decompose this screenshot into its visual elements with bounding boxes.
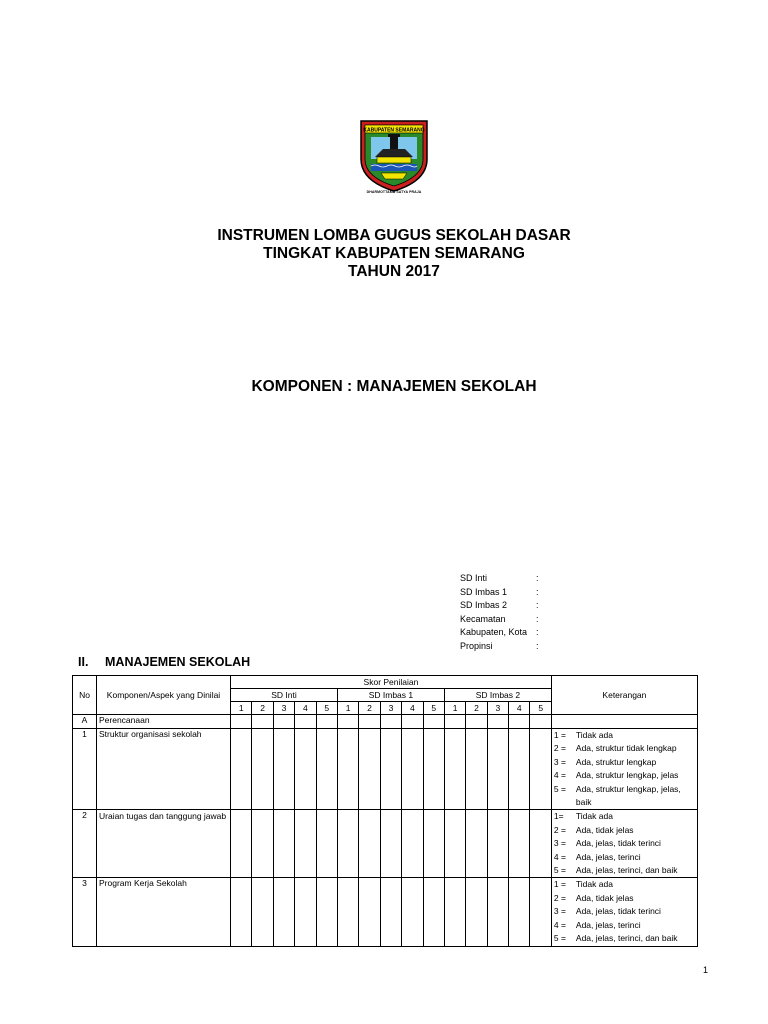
score-cell[interactable] [444, 878, 465, 946]
document-title [0, 227, 768, 281]
score-cell[interactable] [231, 729, 252, 810]
score-cell[interactable] [530, 729, 551, 810]
identity-separator: : [536, 640, 539, 651]
score-header: 3 [273, 702, 294, 715]
keterangan-line [554, 864, 695, 877]
keterangan-line [554, 851, 695, 864]
title-line-3: TAHUN 2017 [348, 263, 440, 280]
score-cell[interactable] [530, 810, 551, 878]
row-number: 3 [73, 878, 97, 946]
row-number: 1 [73, 729, 97, 810]
identity-label: SD Imbas 1 [460, 586, 508, 597]
score-header: 2 [466, 702, 487, 715]
keterangan-line [554, 729, 695, 742]
header-group: SD Imbas 1 [337, 689, 444, 702]
keterangan-text: Tidak ada [575, 811, 613, 822]
identity-separator: : [536, 613, 539, 624]
keterangan-code: 3 = [553, 756, 566, 767]
identity-separator: : [536, 600, 539, 610]
score-cell[interactable] [231, 878, 252, 946]
identity-label: SD Imbas 2 [460, 600, 508, 610]
score-cell[interactable] [337, 878, 358, 946]
header-skor: Skor Penilaian [231, 676, 552, 689]
score-cell[interactable] [295, 729, 316, 810]
score-header: 1 [337, 702, 358, 715]
keterangan-code: 1 = [553, 730, 566, 740]
keterangan-line [554, 756, 695, 769]
section-heading [78, 655, 250, 669]
score-cell[interactable] [295, 715, 316, 729]
keterangan-line [554, 742, 695, 755]
keterangan-code: 5 = [553, 865, 566, 876]
identity-row [460, 640, 539, 654]
score-cell[interactable] [380, 729, 401, 810]
score-cell[interactable] [337, 810, 358, 878]
score-cell[interactable] [444, 715, 465, 729]
header-keterangan: Keterangan [551, 676, 697, 715]
score-cell[interactable] [423, 729, 444, 810]
score-cell[interactable] [423, 878, 444, 946]
score-cell[interactable] [444, 729, 465, 810]
identity-row [460, 572, 539, 586]
kabupaten-semarang-logo [359, 119, 429, 199]
keterangan-code: 5 = [553, 933, 566, 944]
score-cell[interactable] [509, 878, 530, 946]
header-komponen: Komponen/Aspek yang Dinilai [97, 676, 231, 715]
row-number: 2 [73, 810, 97, 878]
score-cell[interactable] [359, 878, 380, 946]
keterangan-code: 1 = [553, 879, 566, 890]
keterangan-line [554, 878, 695, 891]
header-group: SD Inti [231, 689, 338, 702]
keterangan-line [554, 824, 695, 837]
score-cell[interactable] [359, 810, 380, 878]
keterangan-text: Ada, tidak jelas [575, 824, 634, 835]
keterangan-code: 1= [553, 811, 564, 822]
keterangan-text: Ada, struktur lengkap, jelas, baik [575, 783, 681, 808]
row-label: Struktur organisasi sekolah [97, 729, 231, 810]
keterangan-code: 3 = [553, 838, 566, 849]
score-cell[interactable] [337, 715, 358, 729]
keterangan-text: Tidak ada [575, 879, 613, 890]
identity-row [460, 586, 539, 600]
score-cell[interactable] [316, 810, 337, 878]
score-cell[interactable] [273, 729, 294, 810]
keterangan-text: Ada, struktur lengkap [575, 756, 657, 767]
header-no: No [73, 676, 97, 715]
keterangan-text: Tidak ada [575, 730, 613, 740]
header-group: SD Imbas 2 [444, 689, 551, 702]
score-cell[interactable] [466, 810, 487, 878]
score-cell[interactable] [231, 715, 252, 729]
table-row [73, 878, 698, 946]
table-row [73, 729, 698, 810]
section-number: II. [78, 655, 89, 669]
score-cell[interactable] [466, 729, 487, 810]
keterangan-text: Ada, jelas, tidak terinci [575, 838, 661, 849]
score-cell[interactable] [402, 810, 423, 878]
keterangan-code: 4 = [553, 770, 566, 781]
keterangan-line [554, 769, 695, 782]
logo-motto: DHARMOTTAMA SATYA PRAJA [366, 190, 422, 194]
score-header: 4 [509, 702, 530, 715]
score-cell[interactable] [509, 729, 530, 810]
keterangan-code: 4 = [553, 919, 566, 930]
score-header: 2 [359, 702, 380, 715]
score-cell[interactable] [295, 878, 316, 946]
score-cell[interactable] [316, 729, 337, 810]
assessment-table [72, 675, 698, 947]
score-cell[interactable] [380, 810, 401, 878]
keterangan-line [554, 905, 695, 918]
score-cell[interactable] [444, 810, 465, 878]
score-cell[interactable] [359, 729, 380, 810]
header-row-1 [73, 676, 698, 689]
score-cell[interactable] [316, 878, 337, 946]
score-cell[interactable] [530, 715, 551, 729]
score-header: 5 [530, 702, 551, 715]
score-cell[interactable] [402, 715, 423, 729]
score-cell[interactable] [487, 729, 508, 810]
score-cell[interactable] [273, 715, 294, 729]
identity-row [460, 613, 539, 627]
score-cell[interactable] [423, 810, 444, 878]
keterangan-cell [551, 810, 697, 878]
title-line-1: INSTRUMEN LOMBA GUGUS SEKOLAH DASAR [217, 227, 571, 244]
identity-label: Kabupaten, Kota [460, 627, 528, 637]
identity-separator: : [536, 586, 539, 597]
section-row-label: Perencanaan [97, 715, 231, 729]
keterangan-code: 2 = [553, 824, 566, 835]
identity-separator: : [536, 627, 539, 637]
score-cell[interactable] [273, 878, 294, 946]
keterangan-text: Ada, jelas, terinci [575, 919, 641, 930]
coat-of-arms-icon [359, 119, 429, 193]
keterangan-code: 3 = [553, 906, 566, 917]
title-line-2: TINGKAT KABUPATEN SEMARANG [263, 245, 525, 262]
score-cell[interactable] [252, 878, 273, 946]
keterangan-line [554, 932, 695, 945]
score-cell[interactable] [402, 729, 423, 810]
row-label: Program Kerja Sekolah [97, 878, 231, 946]
score-header: 4 [295, 702, 316, 715]
keterangan-text: Ada, jelas, tidak terinci [575, 906, 661, 917]
identity-row [460, 626, 539, 640]
keterangan-text: Ada, tidak jelas [575, 892, 634, 903]
keterangan-cell [551, 729, 697, 810]
score-header: 1 [231, 702, 252, 715]
score-cell[interactable] [487, 878, 508, 946]
logo-banner-text: KABUPATEN SEMARANG [363, 127, 425, 134]
page-number: 1 [703, 965, 709, 975]
keterangan-code: 2 = [553, 892, 566, 903]
score-cell[interactable] [509, 810, 530, 878]
score-cell[interactable] [423, 715, 444, 729]
score-header: 3 [487, 702, 508, 715]
keterangan-line [554, 783, 695, 810]
score-cell[interactable] [466, 878, 487, 946]
keterangan-line [554, 919, 695, 932]
keterangan-text: Ada, struktur lengkap, jelas [575, 770, 679, 781]
identity-label: Kecamatan [460, 613, 506, 624]
score-header: 5 [423, 702, 444, 715]
section-row-no: A [73, 715, 97, 729]
score-header: 4 [402, 702, 423, 715]
score-cell[interactable] [273, 810, 294, 878]
section-title: MANAJEMEN SEKOLAH [105, 655, 251, 669]
section-row [73, 715, 698, 729]
score-cell[interactable] [295, 810, 316, 878]
identity-label: SD Inti [460, 573, 488, 583]
identity-label: Propinsi [460, 640, 493, 651]
row-label: Uraian tugas dan tanggung jawab [97, 810, 231, 878]
keterangan-line [554, 837, 695, 850]
score-cell[interactable] [252, 715, 273, 729]
keterangan-cell [551, 878, 697, 946]
score-cell[interactable] [337, 729, 358, 810]
keterangan-text: Ada, jelas, terinci, dan baik [575, 933, 678, 944]
identity-fields [460, 572, 539, 653]
score-cell[interactable] [530, 878, 551, 946]
score-header: 2 [252, 702, 273, 715]
identity-separator: : [536, 573, 539, 583]
table-row [73, 810, 698, 878]
keterangan-text: Ada, jelas, terinci, dan baik [575, 865, 678, 876]
score-cell[interactable] [380, 715, 401, 729]
keterangan-cell [551, 715, 697, 729]
score-cell[interactable] [359, 715, 380, 729]
keterangan-code: 2 = [553, 743, 566, 754]
keterangan-line [554, 810, 695, 823]
identity-row [460, 599, 539, 613]
score-cell[interactable] [231, 810, 252, 878]
keterangan-text: Ada, struktur tidak lengkap [575, 743, 677, 754]
score-cell[interactable] [316, 715, 337, 729]
score-cell[interactable] [380, 878, 401, 946]
score-cell[interactable] [252, 810, 273, 878]
keterangan-line [554, 892, 695, 905]
keterangan-text: Ada, jelas, terinci [575, 851, 641, 862]
score-cell[interactable] [487, 810, 508, 878]
score-cell[interactable] [466, 715, 487, 729]
score-header: 3 [380, 702, 401, 715]
score-header: 5 [316, 702, 337, 715]
score-cell[interactable] [402, 878, 423, 946]
komponen-heading: KOMPONEN : MANAJEMEN SEKOLAH [251, 378, 537, 395]
score-cell[interactable] [252, 729, 273, 810]
keterangan-code: 4 = [553, 851, 566, 862]
keterangan-code: 5 = [553, 783, 566, 794]
score-cell[interactable] [509, 715, 530, 729]
score-cell[interactable] [487, 715, 508, 729]
score-header: 1 [444, 702, 465, 715]
